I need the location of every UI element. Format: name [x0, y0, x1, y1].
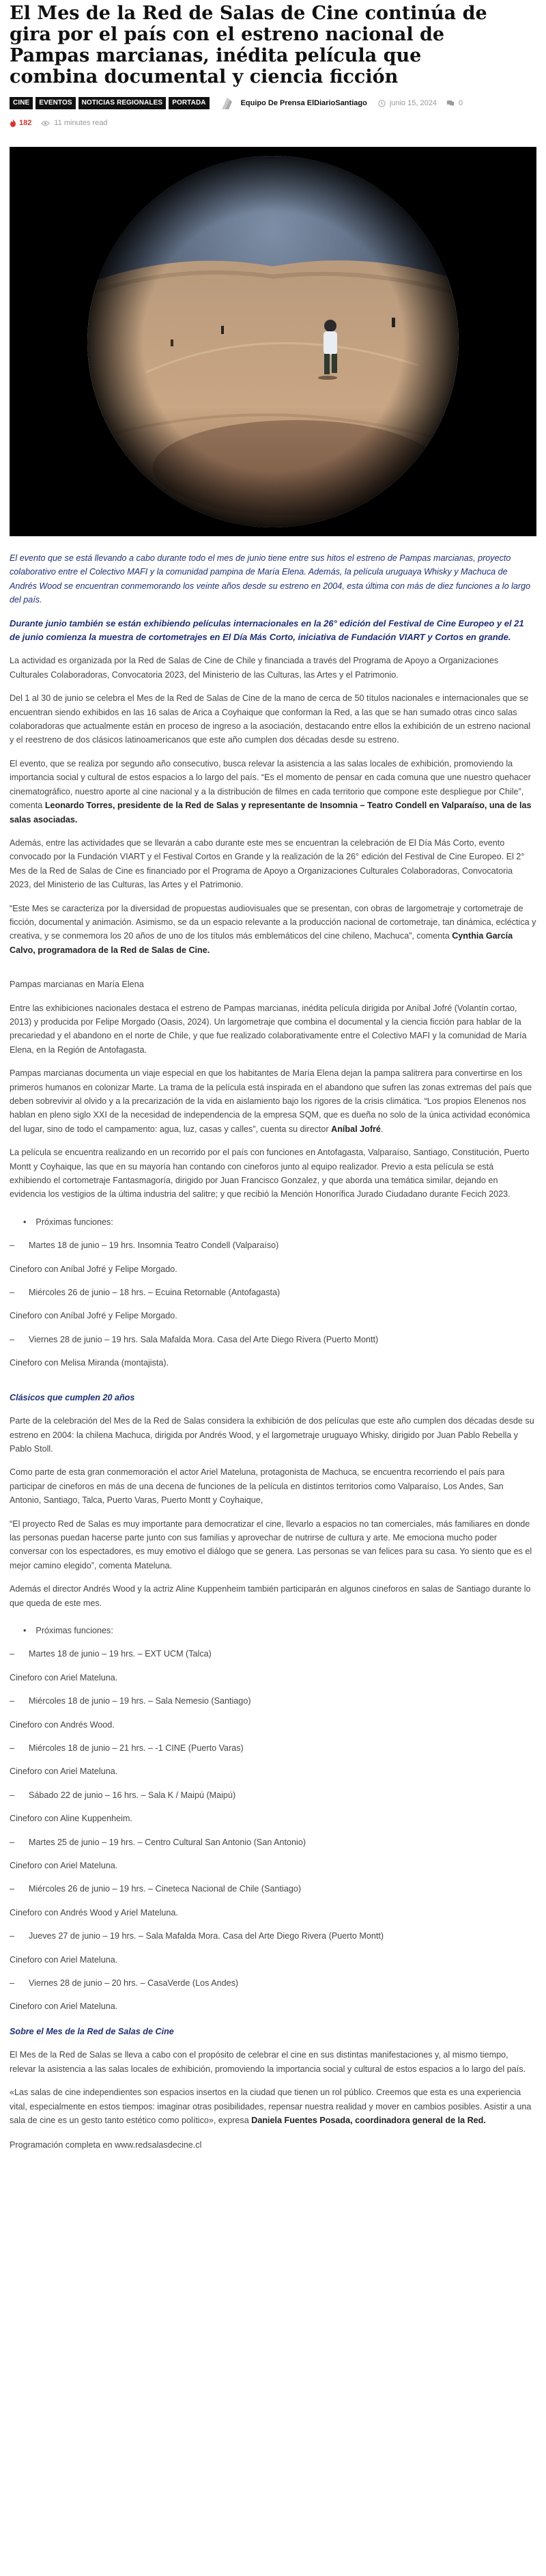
function-entry: – Jueves 27 de junio – 19 hrs. – Sala Mafalda Mora. Casa del Arte Diego Rivera (Puerto Montt) [10, 1931, 384, 1941]
paragraph-14 [10, 2086, 536, 2127]
function-line: Viernes 28 de junio – 20 hrs. – CasaVerde (Los Andes) [29, 1978, 239, 1989]
function-entry: – Viernes 28 de junio – 19 hrs. Sala Mafalda Mora. Casa del Arte Diego Rivera (Puerto Montt) [10, 1334, 379, 1344]
function-crew: Cineforo con Andrés Wood. [10, 1719, 115, 1730]
function-line: Martes 25 de junio – 19 hrs. – Centro Cultural San Antonio (San Antonio) [29, 1837, 306, 1847]
function-crew: Cineforo con Aline Kuppenheim. [10, 1814, 132, 1824]
functions-label-2: • Próximas funciones: [10, 1624, 536, 1637]
function-line: Sábado 22 de junio – 16 hrs. – Sala K / Maipú (Maipú) [29, 1790, 236, 1800]
function-entry: – Martes 18 de junio – 19 hrs. Insomnia Teatro Condell (Valparaíso) [10, 1241, 279, 1251]
paragraph-6: Entre las exhibiciones nacionales destaca el estreno de Pampas marcianas, inédita película dirigida por Aníbal Jofré (Volantín cortao, 2013) y producida por Felipe Morgado (Oasis, 2024). Un largometraje que combina el documental y la ciencia ficción para hablar de la precariedad y el abandono en el norte de Chile, y que fue realizado colaborativamente entre el Colectivo MAFI y la comunidad de María Elena, en la Región de Antofagasta. [10, 1003, 527, 1055]
date-block [378, 99, 437, 107]
function-entry: – Miércoles 18 de junio – 21 hrs. – -1 CINE (Puerto Varas) [10, 1743, 244, 1753]
function-entry: – Martes 18 de junio – 19 hrs. – EXT UCM (Talca) [10, 1649, 212, 1659]
function-crew: Cineforo con Ariel Mateluna. [10, 1672, 118, 1682]
article-meta [10, 96, 536, 111]
paragraph-14-quote-author: Daniela Fuentes Posada, coordinadora general de la Red. [251, 2115, 486, 2125]
article-title: El Mes de la Red de Salas de Cine continúa de gira por el país con el estreno nacional de Pampas marcianas, inédita película que combina documental y ciencia ficción [10, 3, 487, 87]
function-line: Martes 18 de junio – 19 hrs. – EXT UCM (Talca) [29, 1649, 212, 1659]
paragraph-13: El Mes de la Red de Salas se lleva a cabo con el propósito de celebrar el cine en sus distintas manifestaciones y, al mismo tiempo, relevar la asistencia a las salas locales de exhibición, promoviendo la importancia social y cultural de estos espacios a lo largo del país. [10, 2050, 526, 2074]
hero-fisheye-photo [10, 147, 536, 536]
function-crew: Cineforo con Aníbal Jofré y Felipe Morgado. [10, 1311, 177, 1321]
function-line: Miércoles 26 de junio – 18 hrs. – Ecuina Retornable (Antofagasta) [29, 1288, 281, 1298]
paragraph-7: Pampas marcianas documenta un viaje especial en que los habitantes de María Elena dejan la pampa salitrera para convertirse en los primeros humanos en colonizar Marte. La trama de la película está inspirada en el abandono que sufren las zonas extremas del país que deben sobrevivir al olvido y a la precarización de la vida en aislamiento bajo los rigores de la crisis climática. “Los propios Elenenos nos hablan en pleno siglo XXI de la necesidad de independencia de la empresa SQM, que es dueña no solo de la única actividad económica del lugar, sino de todo el campamento: agua, luz, casas y calles”, cuenta su director Aníbal Jofré. [10, 1068, 532, 1134]
paragraph-4: Además, entre las actividades que se llevarán a cabo durante este mes se encuentran la celebración de El Día Más Corto, evento convocado por la Fundación VIART y el Festival Cortos en Grande y la realización de la 26° edición del Festival de Cine Europeo. El 2° Mes de la Red de Salas de Cine es financiado por el Programa de Apoyo a Organizaciones Culturales Colaboradoras, Convocatoria 2023, del Ministerio de las Culturas, las Artes y el Patrimonio. [10, 837, 525, 890]
function-crew: Cineforo con Aníbal Jofré y Felipe Morgado. [10, 1264, 177, 1274]
publish-date: junio 15, 2024 [389, 99, 437, 107]
function-entry: – Viernes 28 de junio – 20 hrs. – CasaVerde (Los Andes) [10, 1978, 239, 1989]
hero-image [10, 147, 536, 536]
clock-icon [378, 100, 386, 107]
paragraph-12: Además el director Andrés Wood y la actriz Aline Kuppenheim también participarán en algunos cineforos en salas de Santiago durante lo que queda de este mes. [10, 1584, 531, 1608]
author-block[interactable] [219, 96, 367, 111]
function-line: Miércoles 18 de junio – 19 hrs. – Sala Nemesio (Santiago) [29, 1696, 251, 1706]
highlight-paragraph: Durante junio también se están exhibiendo películas internacionales en la 26° edición del Festival de Cine Europeo y el 21 de junio comienza la muestra de cortometrajes en El Día Más Corto, iniciativa de Fundación VIART y Cortos en grande. [10, 618, 524, 643]
function-crew: Cineforo con Andrés Wood y Ariel Mateluna. [10, 1907, 178, 1917]
paragraph-10: Como parte de esta gran conmemoración el actor Ariel Mateluna, protagonista de Machuca, se encuentra recorriendo el país para participar de cineforos en más de una decena de funciones de la película en distintos territorios como Valparaíso, Los Andes, San Antonio, Santiago, Talca, Puerto Varas, Puerto Montt y Coyhaique, [10, 1467, 505, 1506]
function-line: Miércoles 18 de junio – 21 hrs. – -1 CINE (Puerto Varas) [29, 1743, 244, 1753]
paragraph-2: Del 1 al 30 de junio se celebra el Mes de la Red de Salas de Cine de la mano de cerca de 50 títulos nacionales e internacionales que se encuentran siendo exhibidos en las 16 salas de Arica a Coyhaique que conforman la Red, a las que se han sumado otras cinco salas colaboradoras que actualmente están en proceso de ingreso a la asociación, destacando entre ellos la exhibición de un estreno nacional y el reestreno de dos clásicos latinoamericanos que este año cumplen dos décadas desde su estreno. [10, 693, 531, 745]
function-line: Miércoles 26 de junio – 19 hrs. – Cineteca Nacional de Chile (Santiago) [29, 1884, 302, 1894]
paragraph-7-director: Aníbal Jofré [331, 1124, 381, 1134]
function-crew: Cineforo con Ariel Mateluna. [10, 1767, 118, 1777]
paragraph-3-quote-author: Leonardo Torres, presidente de la Red de Salas y representante de Insomnia – Teatro Condell en Valparaíso, una de las salas asociadas. [10, 801, 532, 825]
function-line: Viernes 28 de junio – 19 hrs. Sala Mafalda Mora. Casa del Arte Diego Rivera (Puerto Montt) [29, 1334, 379, 1344]
functions-list-1 [10, 1238, 536, 1370]
tag-noticias-regionales[interactable]: NOTICIAS REGIONALES [78, 97, 167, 109]
function-entry: – Miércoles 18 de junio – 19 hrs. – Sala Nemesio (Santiago) [10, 1696, 251, 1706]
read-time-text: 11 minutes read [54, 119, 108, 127]
about-title: Sobre el Mes de la Red de Salas de Cine [10, 2026, 174, 2036]
paragraph-14-text: «Las salas de cine independientes son espacios insertos en la ciudad que tienen un rol público. Creemos que esta es una experiencia vital, especialmente en estos tiempos: imaginar otras posibilidades, repensar nuestra realidad y mover en cambios posibles. Asistir a una sala de cine es un gesto tanto estético como político», expresa [10, 2088, 532, 2125]
paragraph-3-text: El evento, que se realiza por segundo año consecutivo, busca relevar la asistencia a las salas locales de exhibición, promoviendo la importancia social y cultural de estos espacios a lo largo del país. “Es el momento de pensar en cada comuna que une nuestro quehacer cinematográfico, nuestro aporte al cine nacional y a la distribución de filmes en cada territorio que compone este despliegue por Chile”, comenta [10, 758, 531, 811]
function-crew: Cineforo con Melisa Miranda (montajista). [10, 1358, 169, 1368]
paragraph-5-quote-author: Cynthia García Calvo, programadora de la Red de Salas de Cine. [10, 931, 513, 955]
tag-eventos[interactable]: EVENTOS [35, 97, 75, 109]
function-line: Martes 18 de junio – 19 hrs. Insomnia Teatro Condell (Valparaíso) [29, 1241, 279, 1251]
subhead-pampas: Pampas marcianas en María Elena [10, 980, 144, 990]
lead-paragraph: El evento que se está llevando a cabo durante todo el mes de junio tiene entre sus hitos el estreno de Pampas marcianas, proyecto colaborativo entre el Colectivo MAFI y la comunidad pampina de María Elena. Además, la película uruguaya Whisky y Machuca de Andrés Wood se encuentran conmemorando los veinte años desde su estreno en 2004, esta última con más de diez funciones a lo largo del país. [10, 553, 531, 605]
paragraph-3 [10, 757, 536, 827]
tag-cine[interactable]: CINE [10, 97, 33, 109]
views-badge [10, 119, 31, 127]
author-name: Equipo De Prensa ElDiarioSantiago [240, 99, 367, 107]
tag-list [10, 97, 210, 109]
function-entry: – Miércoles 26 de junio – 18 hrs. – Ecuina Retornable (Antofagasta) [10, 1288, 281, 1298]
read-time [41, 119, 107, 127]
paragraph-9: Parte de la celebración del Mes de la Red de Salas considera la exhibición de dos películas que este año cumplen dos décadas desde su estreno en 2004: la chilena Machuca, dirigida por Andrés Wood, y el largometraje uruguayo Whisky, dirigido por Juan Pablo Rebella y Pablo Stoll. [10, 1416, 534, 1454]
function-entry: – Sábado 22 de junio – 16 hrs. – Sala K / Maipú (Maipú) [10, 1790, 236, 1800]
functions-list-2 [10, 1647, 536, 2014]
fire-icon [10, 119, 16, 127]
function-crew: Cineforo con Ariel Mateluna. [10, 1954, 118, 1965]
function-entry: – Martes 25 de junio – 19 hrs. – Centro Cultural San Antonio (San Antonio) [10, 1837, 306, 1847]
paragraph-1: La actividad es organizada por la Red de Salas de Cine de Chile y financiada a través del Programa de Apoyo a Organizaciones Culturales Colaboradoras, Convocatoria 2023, del Ministerio de las Culturas, las Artes y el Patrimonio. [10, 656, 499, 680]
paragraph-11: “El proyecto Red de Salas es muy importante para democratizar el cine, llevarlo a espacios no tan comerciales, más familiares en donde las personas puedan hacerse parte junto con sus familias y aprovechar de nutrirse de cultura y arte. Me emociona mucho poder conversar con los espectadores, es muy emotivo el diálogo que se genera. Las personas se van felices para su casa. Yo siento que es el mejor camino elegido”, comenta Mateluna. [10, 1519, 532, 1570]
paragraph-5-text: “Este Mes se caracteriza por la diversidad de propuestas audiovisuales que se presentan, con obras de largometraje y cortometraje de ficción, documental y animación. Asimismo, se da un espacio relevante a la producción nacional de cortometraje, tan dinámica, ecléctica y creativa, y se conmemora los 20 años de uno de los títulos más emblemáticos del cine chileno, Machuca”, comenta [10, 903, 536, 941]
comment-count: 0 [458, 99, 463, 107]
function-crew: Cineforo con Ariel Mateluna. [10, 1861, 118, 1871]
paragraph-8: La película se encuentra realizando en un recorrido por el país con funciones en Antofagasta, Valparaíso, Santiago, Constitución, Puerto Montt y Coyhaique, las que en su mayoría han contando con cineforos junto al equipo realizador. Previo a esta película se está exhibiendo el cortometraje Fantasmagoría, dirigido por Juan Francisco Gonzalez, y que aborda una temática similar, dejando en evidencia los vestigios de la última industria del salitre; y que recibió la Mención Honorífica Jurado Ciudadano durante Fecich 2023. [10, 1148, 530, 1200]
comments-link[interactable] [446, 99, 463, 107]
eye-icon [41, 120, 50, 126]
function-crew: Cineforo con Ariel Mateluna. [10, 2002, 118, 2012]
article-body [10, 551, 536, 2152]
article-stats [10, 117, 536, 128]
author-logo-icon [219, 96, 234, 111]
classics-title: Clásicos que cumplen 20 años [10, 1392, 135, 1402]
function-line: Jueves 27 de junio – 19 hrs. – Sala Mafalda Mora. Casa del Arte Diego Rivera (Puerto Montt) [29, 1931, 384, 1941]
function-entry: – Miércoles 26 de junio – 19 hrs. – Cineteca Nacional de Chile (Santiago) [10, 1884, 302, 1894]
comments-icon [446, 100, 455, 107]
paragraph-7-text: Pampas marcianas documenta un viaje especial en que los habitantes de María Elena dejan la pampa salitrera para convertirse en los primeros humanos en colonizar Marte. La trama de la película está inspirada en el abandono que sufren las zonas extremas del país que deben sobrevivir al olvido y a la precarización de la vida en aislamiento bajo los rigores de la crisis climática. “Los propios Elenenos nos hablan en pleno siglo XXI de la necesidad de independencia de la empresa SQM, que es dueña no solo de la única actividad económica del lugar, sino de todo el campamento: agua, luz, casas y calles”, cuenta su director [10, 1068, 532, 1134]
paragraph-5 [10, 902, 536, 958]
program-link[interactable]: Programación completa en www.redsalasdecine.cl [10, 2140, 202, 2150]
tag-portada[interactable]: PORTADA [169, 97, 209, 109]
view-count: 182 [19, 119, 32, 127]
functions-label-1: • Próximas funciones: [10, 1215, 536, 1229]
